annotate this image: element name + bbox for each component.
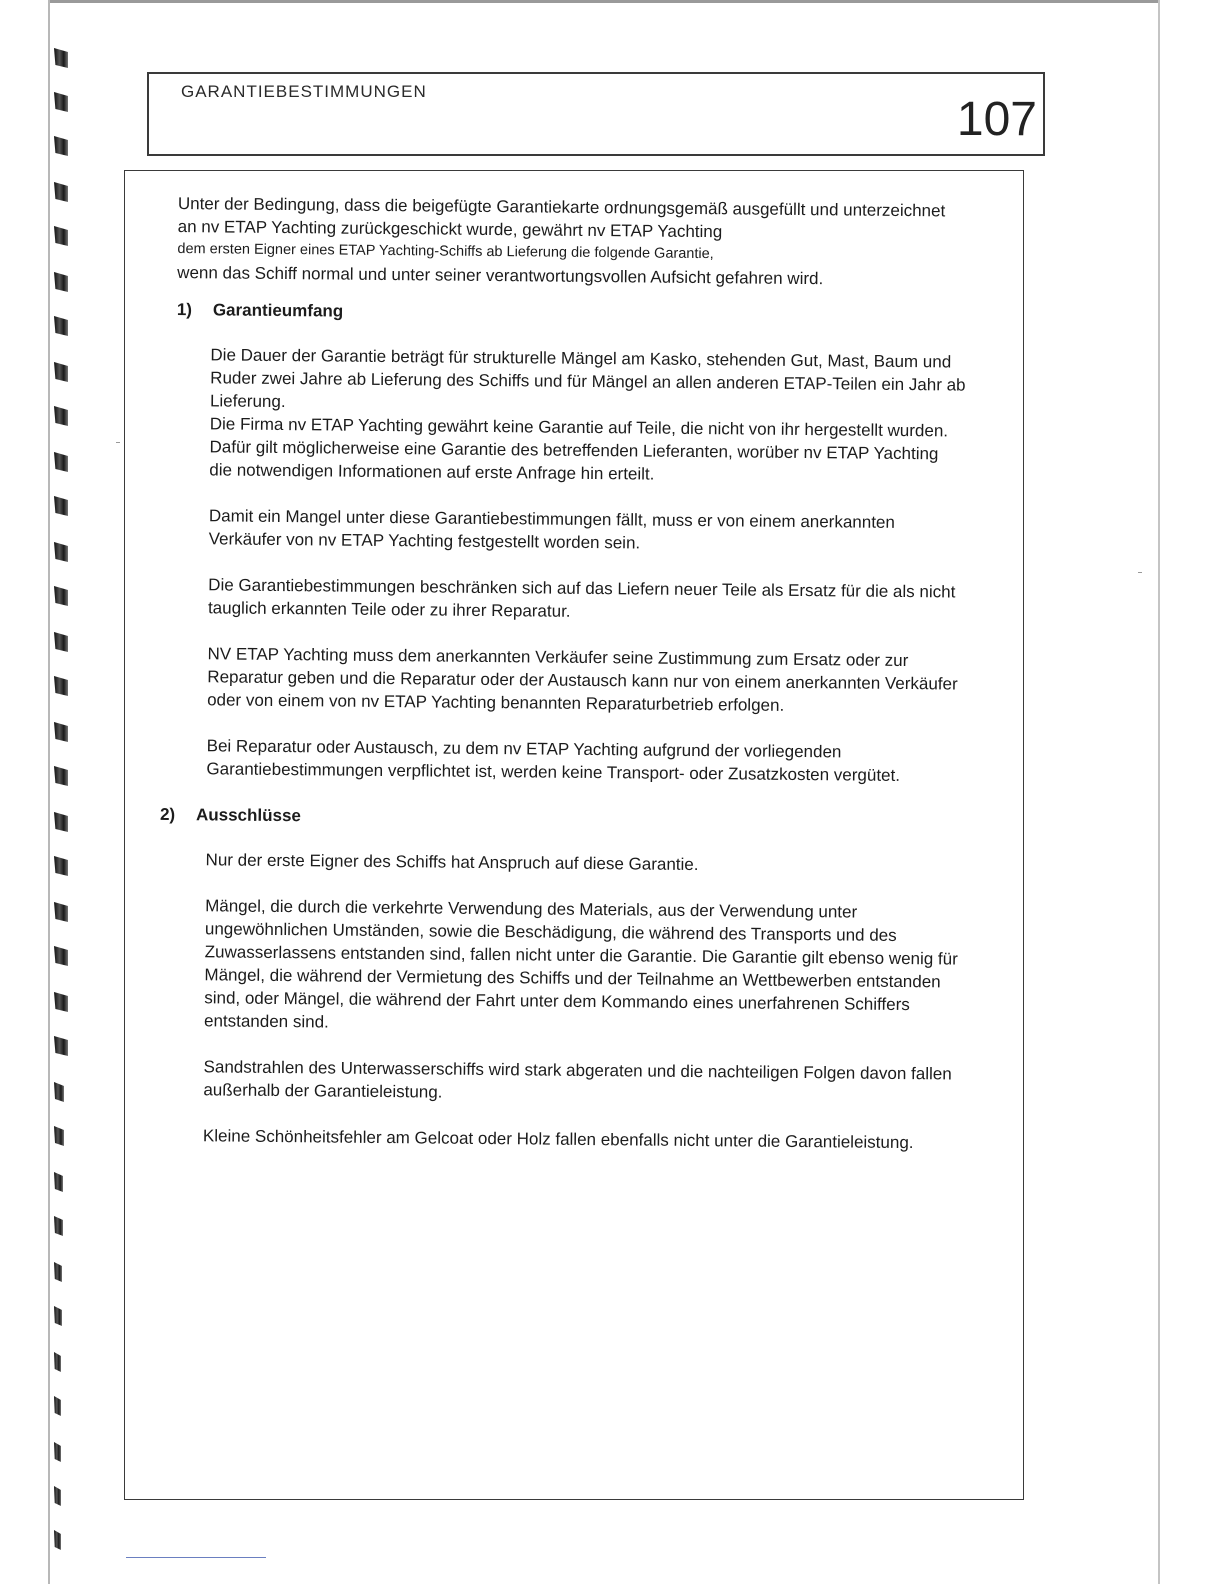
- binding-ring: [54, 992, 68, 1012]
- spiral-binding: [52, 40, 72, 1560]
- binding-ring: [54, 316, 68, 336]
- binding-ring: [54, 586, 68, 606]
- document-body: [159, 192, 968, 1178]
- section-title: Garantieumfang: [212, 300, 344, 321]
- binding-ring: [54, 1486, 61, 1506]
- binding-ring: [54, 632, 68, 652]
- section-heading-ausschluesse: [160, 803, 962, 834]
- binding-ring: [54, 1172, 63, 1192]
- section-number: 2): [159, 804, 176, 825]
- binding-ring: [54, 92, 68, 112]
- binding-ring: [54, 856, 68, 876]
- section-paragraph: Die Firma nv ETAP Yachting gewährt keine Garantie auf Teile, die nicht von ihr hergestellt wurden. Dafür gilt möglicherweise eine Garantie des betreffenden Lieferanten, worüber nv ETAP Yachting die notwendigen Informationen auf erste Anfrage hin erteilt.: [209, 414, 949, 484]
- binding-ring: [54, 766, 68, 786]
- binding-ring: [54, 1262, 62, 1282]
- binding-ring: [54, 1082, 64, 1102]
- binding-ring: [54, 496, 68, 516]
- binding-ring: [54, 542, 68, 562]
- binding-ring: [54, 1530, 61, 1550]
- binding-ring: [54, 1126, 64, 1146]
- binding-ring: [54, 362, 68, 382]
- binding-ring: [54, 182, 68, 202]
- section-paragraph: Bei Reparatur oder Austausch, zu dem nv ETAP Yachting aufgrund der vorliegenden Garantiebestimmungen verpflichtet ist, werden keine Transport- oder Zusatzkosten vergütet.: [206, 736, 901, 785]
- intro-line-small: dem ersten Eigner eines ETAP Yachting-Schiffs ab Lieferung die folgende Garantie,: [177, 240, 714, 263]
- intro-line: wenn das Schiff normal und unter seiner verantwortungsvollen Aufsicht gefahren wird.: [177, 262, 824, 289]
- section-paragraph: Mängel, die durch die verkehrte Verwendung des Materials, aus der Verwendung unter ungewöhnlichen Umständen, sowie die Beschädigung, die während des Transports und des Zuwasserlassens entstanden sind, fallen nicht unter die Garantie. Die Garantie gilt ebenso wenig für Mängel, die während der Vermietung des Schiffs und der Teilnahme an Wettbewerben entstanden sind, oder Mängel, die während der Fahrt unter dem Kommando eines unerfahrenen Schiffers entstanden sind.: [203, 896, 958, 1032]
- scan-edge-left: [48, 0, 50, 1584]
- binding-ring: [54, 1306, 62, 1326]
- section-paragraph: Sandstrahlen des Unterwasserschiffs wird stark abgeraten und die nachteiligen Folgen davon fallen außerhalb der Garantieleistung.: [203, 1057, 952, 1102]
- section-heading-garantieumfang: [177, 298, 967, 329]
- binding-ring: [54, 722, 68, 742]
- section-paragraph: Die Dauer der Garantie beträgt für strukturelle Mängel am Kasko, stehenden Gut, Mast, Baum und Ruder zwei Jahre ab Lieferung des Schiffs und für Mängel an allen anderen ETAP-Teilen ein Jahr ab Lieferung.: [209, 345, 966, 412]
- page-header: [147, 72, 1045, 156]
- binding-ring: [54, 136, 68, 156]
- binding-ring: [54, 1216, 63, 1236]
- binding-ring: [54, 812, 68, 832]
- scan-artifact-line: [126, 1557, 266, 1558]
- intro-paragraph: [177, 192, 968, 292]
- binding-ring: [54, 272, 68, 292]
- section-number: 1): [176, 299, 193, 320]
- binding-ring: [54, 1036, 68, 1056]
- scan-speck: [1138, 572, 1142, 573]
- binding-ring: [54, 902, 68, 922]
- binding-ring: [54, 676, 68, 696]
- section-paragraph: Die Garantiebestimmungen beschränken sich auf das Liefern neuer Teile als Ersatz für die als nicht tauglich erkannten Teile oder zu ihrer Reparatur.: [207, 575, 956, 621]
- binding-ring: [54, 1352, 61, 1372]
- binding-ring: [54, 1396, 61, 1416]
- page-title: GARANTIEBESTIMMUNGEN: [181, 82, 427, 101]
- binding-ring: [54, 1442, 61, 1462]
- page-number: 107: [956, 93, 1037, 146]
- scan-speck: [116, 442, 120, 443]
- binding-ring: [54, 452, 68, 472]
- scan-edge-top: [50, 0, 1160, 3]
- section-title: Ausschlüsse: [195, 805, 302, 826]
- binding-ring: [54, 946, 68, 966]
- binding-ring: [54, 406, 68, 426]
- section-paragraph: Damit ein Mangel unter diese Garantiebestimmungen fällt, muss er von einem anerkannten Verkäufer von nv ETAP Yachting festgestellt worden sein.: [208, 506, 895, 553]
- binding-ring: [54, 226, 68, 246]
- section-paragraph: Kleine Schönheitsfehler am Gelcoat oder Holz fallen ebenfalls nicht unter die Garantieleistung.: [202, 1126, 914, 1153]
- binding-ring: [54, 48, 68, 68]
- section-paragraph: Nur der erste Eigner des Schiffs hat Anspruch auf diese Garantie.: [205, 850, 699, 875]
- scan-edge-right: [1158, 0, 1160, 1584]
- intro-line: Unter der Bedingung, dass die beigefügte Garantiekarte ordnungsgemäß ausgefüllt und unterzeichnet an nv ETAP Yachting zurückgeschickt wurde, gewährt nv ETAP Yachting: [177, 193, 946, 242]
- section-paragraph: NV ETAP Yachting muss dem anerkannten Verkäufer seine Zustimmung zum Ersatz oder zur Reparatur geben und die Reparatur oder der Austausch kann nur von einem anerkannten Verkäufer oder von einem von nv ETAP Yachting benannten Reparaturbetrieb erfolgen.: [207, 644, 958, 715]
